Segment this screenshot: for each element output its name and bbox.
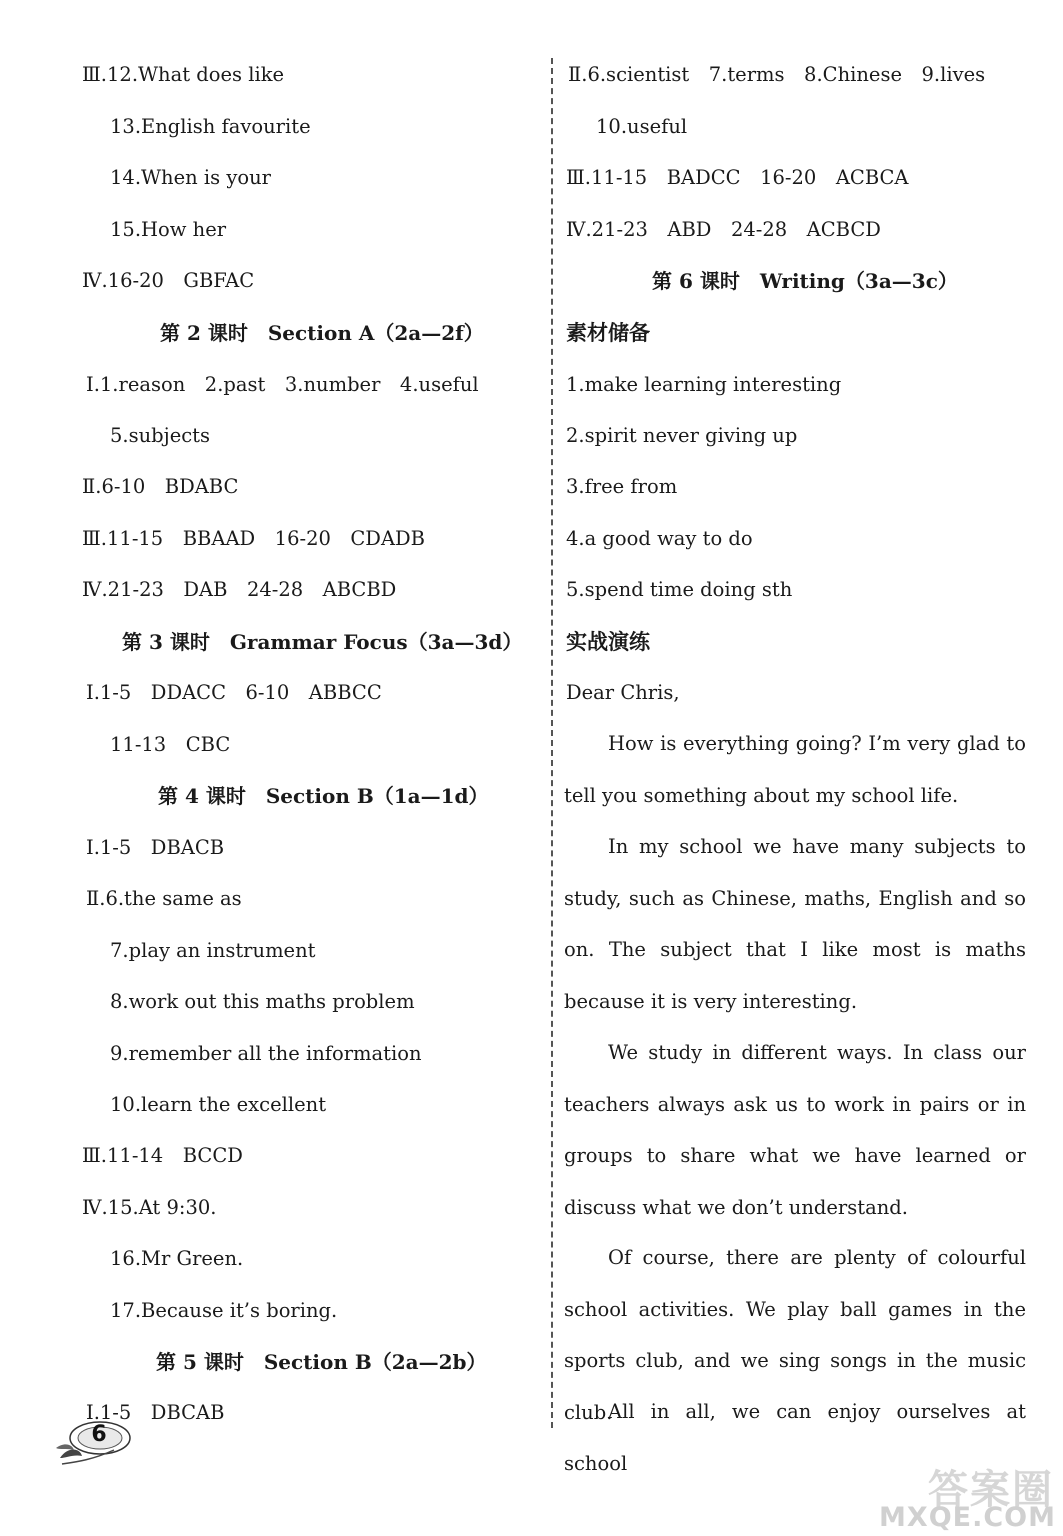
- answer-line: Ⅳ.16-20 GBFAC: [82, 269, 255, 292]
- watermark: [870, 1458, 1060, 1536]
- letter-paragraph-text: Of course, there are plenty of colourful school activities. We play ball games in the sports club, and we sing songs in the music club.: [564, 1246, 1026, 1424]
- letter-paragraph: [564, 1027, 1026, 1233]
- answer-line: 10.learn the excellent: [110, 1093, 327, 1116]
- answer-line: Ⅱ.6-10 BDABC: [82, 475, 239, 498]
- answer-line: Ⅰ.1-5 DBACB: [86, 836, 225, 859]
- letter-paragraph: [564, 718, 1026, 821]
- answer-line: Ⅲ.11-15 BADCC 16-20 ACBCA: [566, 166, 909, 189]
- phrase-line: 5.spend time doing sth: [566, 578, 793, 601]
- answer-line: 11-13 CBC: [110, 733, 231, 756]
- watermark-logo: 答案圈: [928, 1467, 1054, 1513]
- page-number: 6: [91, 1422, 107, 1447]
- answer-line: 9.remember all the information: [110, 1042, 422, 1065]
- answer-line: 5.subjects: [110, 424, 211, 447]
- letter-greeting: Dear Chris,: [566, 681, 680, 704]
- letter-paragraph-text: How is everything going? I’m very glad to tell you something about my school life.: [564, 732, 1026, 807]
- answer-line: 17.Because it’s boring.: [110, 1299, 338, 1322]
- answer-line: 8.work out this maths problem: [110, 990, 415, 1013]
- letter-paragraph-text: All in all, we can enjoy ourselves at school: [564, 1400, 1026, 1475]
- letter-paragraph: [564, 821, 1026, 1027]
- answer-line: 10.useful: [596, 115, 688, 138]
- lesson-heading: 第 5 课时 Section B（2a—2b）: [156, 1350, 487, 1374]
- lesson-heading: 第 2 课时 Section A（2a—2f）: [160, 321, 484, 345]
- answer-line: Ⅰ.1-5 DDACC 6-10 ABBCC: [86, 681, 382, 704]
- answer-line: 15.How her: [110, 218, 227, 241]
- answer-line: Ⅳ.21-23 ABD 24-28 ACBCD: [566, 218, 881, 241]
- lesson-heading: 第 4 课时 Section B（1a—1d）: [158, 784, 489, 808]
- letter-paragraph-text: We study in different ways. In class our teachers always ask us to work in pairs or in groups to share what we have learned or discuss what we don’t understand.: [564, 1041, 1026, 1219]
- watermark-url: MXQE.COM: [879, 1502, 1056, 1533]
- answer-line: Ⅲ.11-14 BCCD: [82, 1144, 243, 1167]
- answer-line: 7.play an instrument: [110, 939, 316, 962]
- section-label: 实战演练: [566, 630, 650, 654]
- answer-line: Ⅲ.11-15 BBAAD 16-20 CDADB: [82, 527, 425, 550]
- lesson-heading: 第 6 课时 Writing（3a—3c）: [652, 269, 958, 293]
- phrase-line: 3.free from: [566, 475, 678, 498]
- phrase-line: 4.a good way to do: [566, 527, 753, 550]
- answer-line: 16.Mr Green.: [110, 1247, 244, 1270]
- answer-line: Ⅰ.1-5 DBCAB: [86, 1401, 225, 1424]
- phrase-line: 2.spirit never giving up: [566, 424, 798, 447]
- answer-line: Ⅱ.6.scientist 7.terms 8.Chinese 9.lives: [568, 63, 986, 86]
- answer-line: Ⅱ.6.the same as: [86, 887, 242, 910]
- lesson-heading: 第 3 课时 Grammar Focus（3a—3d）: [122, 630, 523, 654]
- phrase-line: 1.make learning interesting: [566, 373, 842, 396]
- answer-line: Ⅰ.1.reason 2.past 3.number 4.useful: [86, 373, 479, 396]
- column-divider: [551, 58, 553, 1428]
- letter-paragraph-text: In my school we have many subjects to study, such as Chinese, maths, English and so on. The subject that I like most is maths because it is very interesting.: [564, 835, 1026, 1013]
- answer-line: Ⅳ.15.At 9:30.: [82, 1196, 217, 1219]
- answer-line: 14.When is your: [110, 166, 271, 189]
- answer-line: Ⅳ.21-23 DAB 24-28 ABCBD: [82, 578, 397, 601]
- section-label: 素材储备: [566, 321, 650, 345]
- answer-line: Ⅲ.12.What does like: [82, 63, 285, 86]
- answer-line: 13.English favourite: [110, 115, 311, 138]
